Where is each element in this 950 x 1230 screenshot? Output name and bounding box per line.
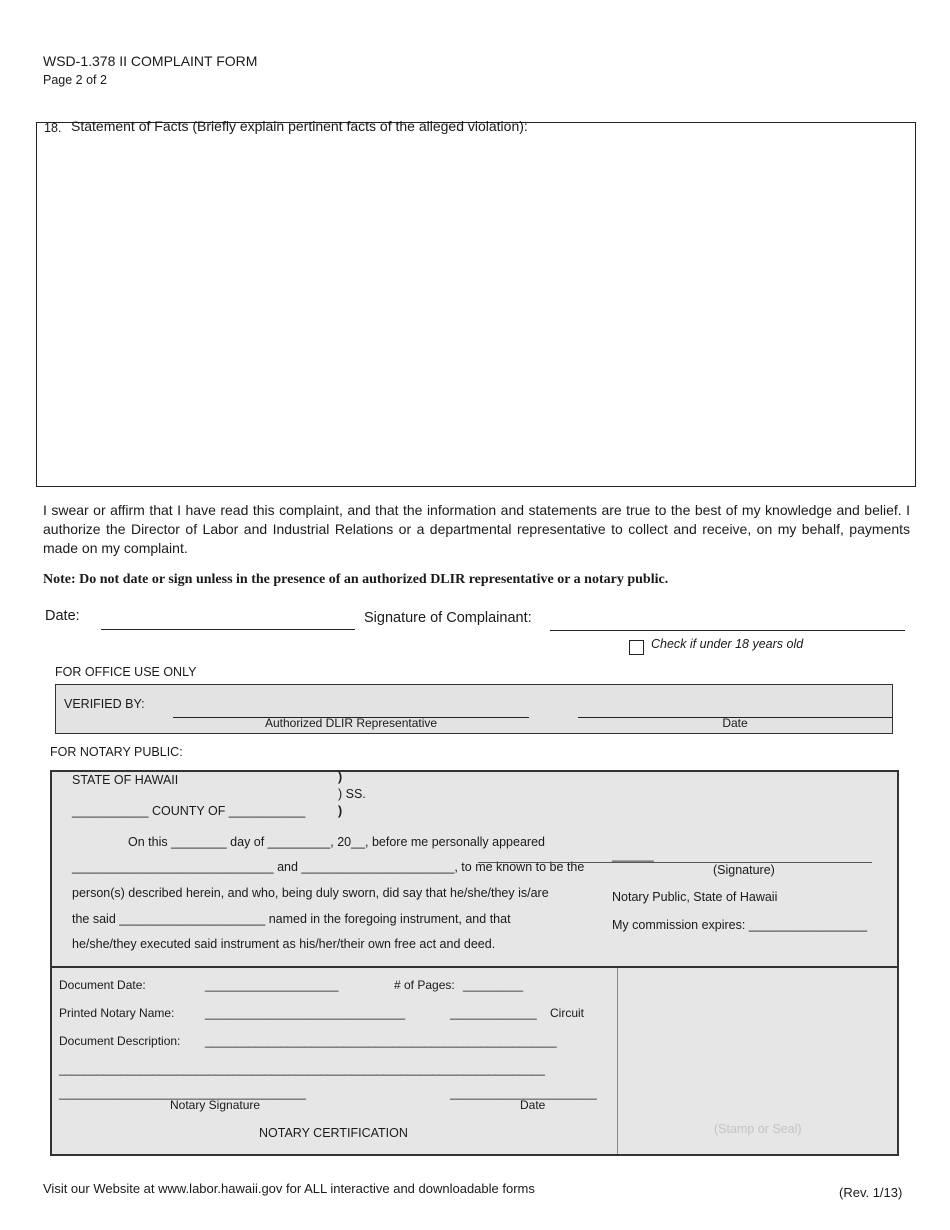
state-of-hawaii: STATE OF HAWAII bbox=[72, 773, 179, 787]
notary-date-caption: Date bbox=[520, 1098, 546, 1112]
notary-divider bbox=[52, 966, 897, 968]
ss-label: ) SS. bbox=[338, 787, 366, 801]
stamp-or-seal: (Stamp or Seal) bbox=[714, 1122, 802, 1136]
notary-public-label: Notary Public, State of Hawaii bbox=[612, 890, 778, 904]
description-continued-blank[interactable]: ______________________________________________________________________________ bbox=[59, 1062, 545, 1076]
under-18-label: Check if under 18 years old bbox=[651, 637, 804, 651]
notary-date-blank[interactable]: ______________________ bbox=[450, 1086, 597, 1100]
notary-line-2: _____________________________ and ______________________, to me known to be the bbox=[72, 860, 585, 874]
statement-of-facts-box[interactable] bbox=[36, 122, 916, 487]
commission-expires: My commission expires: _________________ bbox=[612, 918, 868, 932]
date-label: Date: bbox=[45, 608, 80, 624]
revision-label: (Rev. 1/13) bbox=[839, 1185, 903, 1200]
under-18-checkbox[interactable] bbox=[629, 640, 644, 655]
signature-label: Signature of Complainant: bbox=[364, 610, 532, 626]
signature-caption: (Signature) bbox=[713, 863, 775, 877]
rep-caption: Authorized DLIR Representative bbox=[264, 716, 438, 730]
statement-label: Statement of Facts (Briefly explain pertinent facts of the alleged violation): bbox=[71, 118, 528, 134]
website-footer: Visit our Website at www.labor.hawaii.gov for ALL interactive and downloadable forms bbox=[43, 1181, 535, 1196]
notary-heading: FOR NOTARY PUBLIC: bbox=[50, 745, 183, 759]
notary-signature-blank[interactable]: _____________________________________ bbox=[59, 1086, 306, 1100]
notary-certification: NOTARY CERTIFICATION bbox=[259, 1126, 408, 1140]
notary-signature-line[interactable] bbox=[478, 862, 872, 863]
office-date-caption: Date bbox=[722, 716, 748, 730]
notary-line-4: the said _____________________ named in the foregoing instrument, and that bbox=[72, 912, 511, 926]
signature-blank: ______ bbox=[612, 848, 654, 862]
pages-label: # of Pages: bbox=[394, 978, 455, 992]
circuit-label: Circuit bbox=[550, 1006, 585, 1020]
document-description-label: Document Description: bbox=[59, 1034, 181, 1048]
printed-notary-name-blank[interactable]: ______________________________ bbox=[205, 1006, 406, 1020]
pages-blank[interactable]: _________ bbox=[463, 978, 524, 992]
page-number: Page 2 of 2 bbox=[43, 73, 107, 87]
document-date-blank[interactable]: ____________________ bbox=[205, 978, 339, 992]
stamp-divider bbox=[617, 968, 618, 1154]
notary-line-1: On this ________ day of _________, 20__, before me personally appeared bbox=[128, 835, 545, 849]
signature-line[interactable] bbox=[550, 630, 905, 631]
document-description-blank[interactable]: ________________________________________________________ bbox=[205, 1034, 557, 1048]
paren-3: ) bbox=[338, 804, 343, 818]
paren-1: ) bbox=[338, 770, 343, 784]
statement-number: 18. bbox=[44, 121, 62, 135]
notice-text: Note: Do not date or sign unless in the presence of an authorized DLIR representative or a notary public. bbox=[43, 572, 669, 587]
notary-line-3: person(s) described herein, and who, being duly sworn, did say that he/she/they is/are bbox=[72, 886, 549, 900]
notary-line-5: he/she/they executed said instrument as his/her/their own free act and deed. bbox=[72, 937, 496, 951]
printed-notary-name-label: Printed Notary Name: bbox=[59, 1006, 175, 1020]
document-date-label: Document Date: bbox=[59, 978, 146, 992]
office-use-heading: FOR OFFICE USE ONLY bbox=[55, 665, 197, 679]
affirmation-text: I swear or affirm that I have read this complaint, and that the information and statements are true to the best of my knowledge and belief. I authorize the Director of Labor and Industrial Relations or a departmental representative to collect and receive, on my behalf, payments made on my complaint. bbox=[43, 502, 910, 556]
form-title: WSD-1.378 II COMPLAINT FORM bbox=[43, 53, 258, 69]
notary-signature-caption: Notary Signature bbox=[170, 1098, 261, 1112]
verified-by-label: VERIFIED BY: bbox=[64, 697, 145, 711]
county-line: ___________ COUNTY OF ___________ bbox=[72, 804, 306, 818]
date-line[interactable] bbox=[101, 629, 355, 630]
circuit-blank[interactable]: _____________ bbox=[450, 1006, 537, 1020]
